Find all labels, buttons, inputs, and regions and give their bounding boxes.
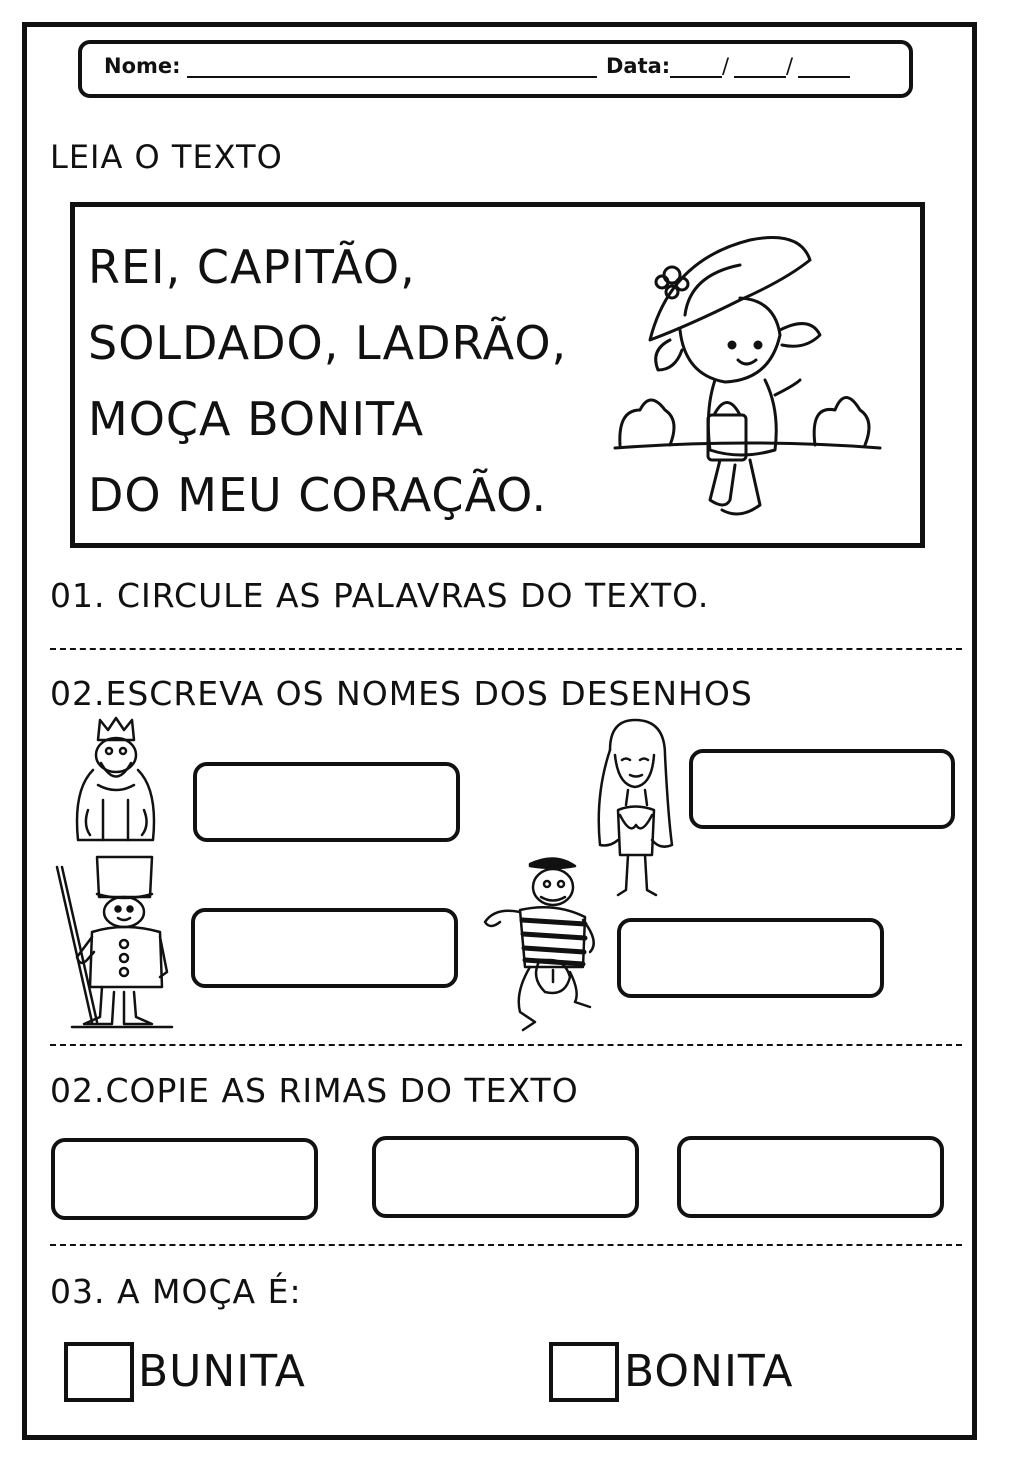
answer-box-king[interactable]	[193, 762, 460, 842]
separator	[50, 1044, 962, 1046]
poem-line-4: DO MEU CORAÇÃO.	[88, 468, 548, 522]
answer-box-thief[interactable]	[617, 918, 884, 998]
question-1: 01. CIRCULE AS PALAVRAS DO TEXTO.	[50, 576, 710, 615]
question-4: 03. A MOÇA É:	[50, 1272, 302, 1311]
checkbox-option-1[interactable]	[64, 1342, 134, 1402]
separator	[50, 648, 962, 650]
poem-line-1: REI, CAPITÃO,	[88, 240, 416, 294]
king-icon	[68, 715, 163, 845]
answer-box-young-woman[interactable]	[689, 749, 955, 829]
thief-icon	[475, 852, 605, 1037]
poem-line-3: MOÇA BONITA	[88, 392, 425, 446]
date-separator-2: /	[786, 54, 794, 78]
answer-box-rhyme-1[interactable]	[51, 1138, 318, 1220]
name-field[interactable]	[187, 76, 597, 78]
girl-with-hat-icon	[610, 220, 890, 525]
answer-box-soldier[interactable]	[191, 908, 458, 988]
soldier-icon	[52, 852, 177, 1032]
option-2-label: BONITA	[624, 1346, 794, 1397]
answer-box-rhyme-3[interactable]	[677, 1136, 944, 1218]
checkbox-option-2[interactable]	[549, 1342, 619, 1402]
read-heading: LEIA O TEXTO	[50, 138, 283, 176]
question-2: 02.ESCREVA OS NOMES DOS DESENHOS	[50, 674, 753, 713]
date-label: Data:	[606, 54, 671, 78]
date-separator-1: /	[722, 54, 730, 78]
date-day-field[interactable]	[670, 76, 722, 78]
poem-line-2: SOLDADO, LADRÃO,	[88, 316, 568, 370]
option-1-label: BUNITA	[138, 1346, 306, 1397]
name-label: Nome:	[104, 54, 181, 78]
date-year-field[interactable]	[798, 76, 850, 78]
answer-box-rhyme-2[interactable]	[372, 1136, 639, 1218]
separator	[50, 1244, 962, 1246]
date-month-field[interactable]	[734, 76, 786, 78]
question-3: 02.COPIE AS RIMAS DO TEXTO	[50, 1071, 579, 1110]
